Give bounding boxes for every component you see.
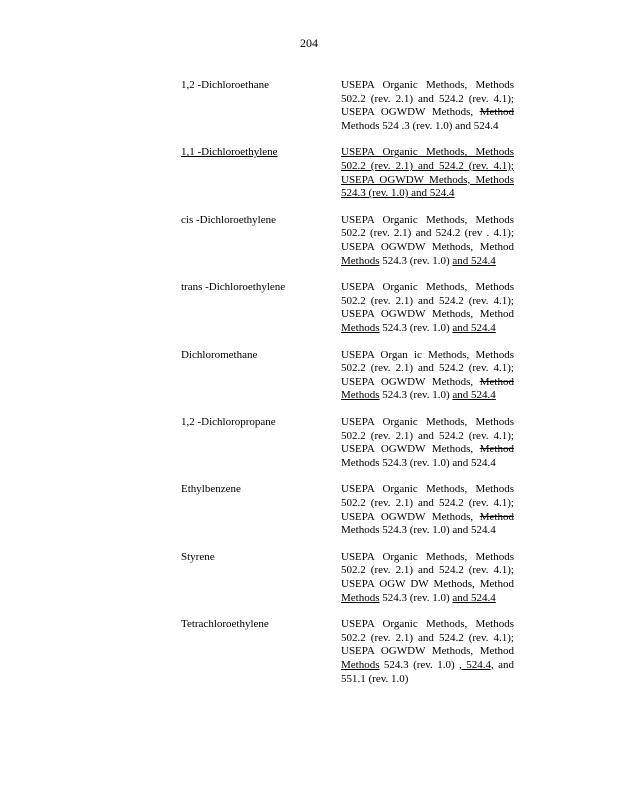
table-row bbox=[0, 214, 618, 281]
method-text bbox=[341, 79, 514, 133]
struck-text: Method bbox=[479, 375, 514, 388]
method-text-segment: USEPA Organic Methods, Methods 502.2 (rev. 2.1) and 524.2 (rev. 4.1); USEPA OGWDW Methods, Method bbox=[341, 281, 514, 321]
method-text bbox=[341, 349, 514, 403]
chemical-name: Tetrachloroethylene bbox=[181, 618, 269, 631]
table-row bbox=[0, 618, 618, 685]
chemical-name: 1,2 -Dichloroethane bbox=[181, 79, 269, 91]
method-text bbox=[341, 416, 514, 470]
method-text-segment: 524.3 (rev. 1.0) bbox=[379, 389, 453, 402]
inserted-text: Methods bbox=[341, 658, 380, 671]
chemical-name: trans -Dichloroethylene bbox=[181, 281, 286, 294]
method-text bbox=[341, 281, 514, 335]
inserted-text: and 524.4 bbox=[452, 321, 496, 334]
method-text-segment: Methods 524.3 (rev. 1.0) and 524.4 bbox=[341, 456, 496, 469]
struck-text: Method bbox=[479, 510, 514, 523]
chemical-name: 1,1 -Dichloroethylene bbox=[181, 146, 278, 159]
method-text-segment: 524.3 (rev. 1.0) bbox=[379, 591, 453, 604]
method-text-segment: 524.3 (rev. 1.0) bbox=[379, 254, 453, 267]
method-text bbox=[341, 551, 514, 605]
method-table bbox=[0, 79, 618, 686]
method-text bbox=[341, 483, 514, 537]
method-text-segment: 524.3 (rev. 1.0) bbox=[379, 658, 460, 671]
page-number: 204 bbox=[300, 36, 318, 50]
chemical-name: Dichloromethane bbox=[181, 348, 258, 361]
method-text-segment: USEPA Organic Methods, Methods 502.2 (rev. 2.1) and 524.2 (rev. 4.1); USEPA OGWDW Methods, Method bbox=[341, 618, 514, 658]
chemical-name: cis -Dichloroethylene bbox=[181, 213, 276, 226]
struck-text: Method bbox=[479, 443, 514, 456]
chemical-name: Styrene bbox=[181, 550, 215, 563]
table-row bbox=[0, 79, 618, 146]
inserted-text: and 524.4 bbox=[452, 389, 496, 402]
method-text-segment: USEPA Organic Methods, Methods 502.2 (rev. 2.1) and 524.2 (rev. 4.1); USEPA OGWDW Methods, bbox=[341, 483, 514, 523]
inserted-text: Methods bbox=[341, 591, 380, 604]
method-text-segment: USEPA Organ ic Methods, Methods 502.2 (rev. 2.1) and 524.2 (rev. 4.1); USEPA OGWDW Methods, bbox=[341, 348, 514, 388]
method-text-segment: USEPA Organic Methods, Methods 502.2 (rev. 2.1) and 524.2 (rev. 4.1); USEPA OGWDW Methods, bbox=[341, 415, 514, 456]
table-row bbox=[0, 349, 618, 416]
method-text bbox=[341, 618, 514, 686]
inserted-text: Methods bbox=[341, 321, 380, 334]
method-text-segment: USEPA Organic Methods, Methods 502.2 (rev. 2.1) and 524.2 (rev. 4.1); USEPA OGW DW Methods, Method bbox=[341, 550, 514, 590]
table-row bbox=[0, 483, 618, 550]
inserted-text: USEPA Organic Methods, Methods 502.2 (rev. 2.1) and 524.2 (rev. 4.1); USEPA OGWDW Methods, Methods 524.3 (rev. 1.0) and 524.4 bbox=[341, 146, 514, 200]
struck-text: Method bbox=[479, 106, 514, 119]
table-row bbox=[0, 416, 618, 483]
inserted-text: Methods bbox=[341, 254, 380, 267]
method-text-segment: Methods 524 .3 (rev. 1.0) and 524.4 bbox=[341, 119, 499, 132]
table-row bbox=[0, 551, 618, 618]
inserted-text: , 524.4, bbox=[459, 658, 494, 671]
method-text-segment: Methods 524.3 (rev. 1.0) and 524.4 bbox=[341, 524, 496, 537]
method-text bbox=[341, 214, 514, 268]
inserted-text: and 524.4 bbox=[452, 254, 496, 267]
method-text-segment: USEPA Organic Methods, Methods 502.2 (rev. 2.1) and 524.2 (rev. 4.1); USEPA OGWDW Methods, bbox=[341, 79, 514, 119]
chemical-name: 1,2 -Dichloropropane bbox=[181, 415, 276, 428]
table-row bbox=[0, 146, 618, 213]
method-text bbox=[341, 146, 514, 200]
method-text-segment: and 551.1 (rev. 1.0) bbox=[341, 658, 514, 685]
method-text-segment: USEPA Organic Methods, Methods 502.2 (rev. 2.1) and 524.2 (rev . 4.1); USEPA OGWDW Methods, Method bbox=[341, 213, 514, 253]
inserted-text: Methods bbox=[341, 389, 380, 402]
chemical-name: Ethylbenzene bbox=[181, 483, 241, 496]
inserted-text: and 524.4 bbox=[452, 591, 496, 604]
method-text-segment: 524.3 (rev. 1.0) bbox=[379, 321, 453, 334]
table-row bbox=[0, 281, 618, 348]
